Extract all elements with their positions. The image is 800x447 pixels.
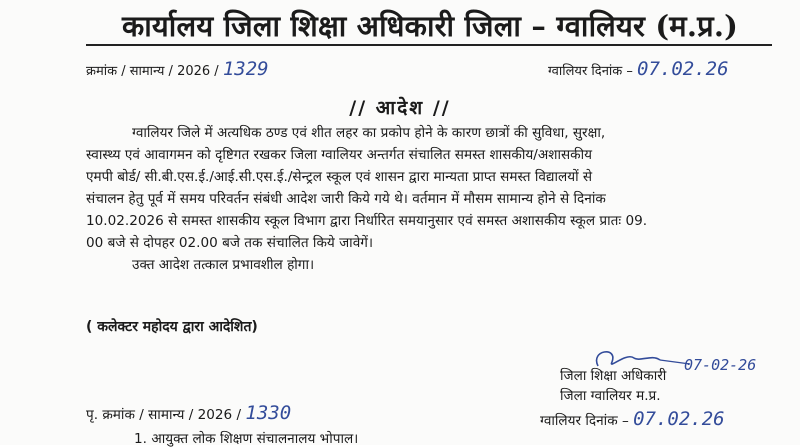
order-date-label: ग्वालियर दिनांक –: [548, 64, 633, 79]
endorsement-number-handwritten: 1330: [245, 402, 292, 424]
order-body: [86, 122, 772, 276]
header-underline: [86, 44, 772, 46]
distribution-item-index: 1.: [134, 431, 147, 447]
endorsement-date-handwritten: 07.02.26: [633, 408, 725, 430]
signature-date-handwritten: 07-02-26: [684, 356, 757, 374]
order-body-line: 00 बजे से दोपहर 02.00 बजे तक संचालित किये जावेगें।: [86, 235, 374, 251]
endorsement-number-line: [86, 402, 291, 424]
order-effect-line: उक्त आदेश तत्काल प्रभावशील होगा।: [132, 257, 315, 273]
endorsement-number-label: पृ. क्रमांक / सामान्य / 2026 /: [86, 407, 242, 423]
order-date-handwritten: 07.02.26: [637, 58, 729, 80]
order-number-label: क्रमांक / सामान्य / 2026 /: [86, 64, 219, 79]
order-date-line: [548, 58, 729, 80]
distribution-item: [134, 428, 358, 447]
order-body-line: एमपी बोर्ड/ सी.बी.एस.ई./आई.सी.एस.ई./सेन्ट्रल स्कूल एवं शासन द्वारा मान्यता प्राप्त समस्त विद्यालयों से: [86, 169, 593, 185]
order-number-line: [86, 58, 269, 80]
order-number-handwritten: 1329: [222, 58, 269, 80]
order-authority: ( कलेक्टर महोदय द्वारा आदेशित): [86, 319, 258, 335]
order-body-line: संचालन हेतु पूर्व में समय परिवर्तन संबंधी आदेश जारी किये गये थे। वर्तमान में मौसम सामान्य होने से दिनांक: [86, 191, 606, 207]
signatory-district: जिला ग्वालियर म.प्र.: [560, 388, 661, 404]
order-heading: // आदेश //: [349, 97, 451, 119]
endorsement-date-line: [540, 408, 725, 430]
order-body-line: 10.02.2026 से समस्त शासकीय स्कूल विभाग द्वारा निर्धारित समयानुसार एवं समस्त अशासकीय स्कूल प्रातः 09.: [86, 213, 648, 229]
order-body-line: स्वास्थ्य एवं आवागमन को दृष्टिगत रखकर जिला ग्वालियर अन्तर्गत संचालित समस्त शासकीय/अशासकीय: [86, 147, 593, 163]
office-header-title: कार्यालय जिला शिक्षा अधिकारी जिला – ग्वालियर (म.प्र.): [121, 9, 739, 43]
distribution-item-text: आयुक्त लोक शिक्षण संचालनालय भोपाल।: [151, 431, 359, 447]
signatory-designation: जिला शिक्षा अधिकारी: [560, 368, 667, 384]
signatory-block: [530, 366, 666, 406]
endorsement-date-label: ग्वालियर दिनांक –: [540, 413, 629, 429]
order-body-line: ग्वालियर जिले में अत्यधिक ठण्ड एवं शीत लहर का प्रकोप होने के कारण छात्रों की सुविधा, सुरक्षा,: [132, 125, 606, 141]
